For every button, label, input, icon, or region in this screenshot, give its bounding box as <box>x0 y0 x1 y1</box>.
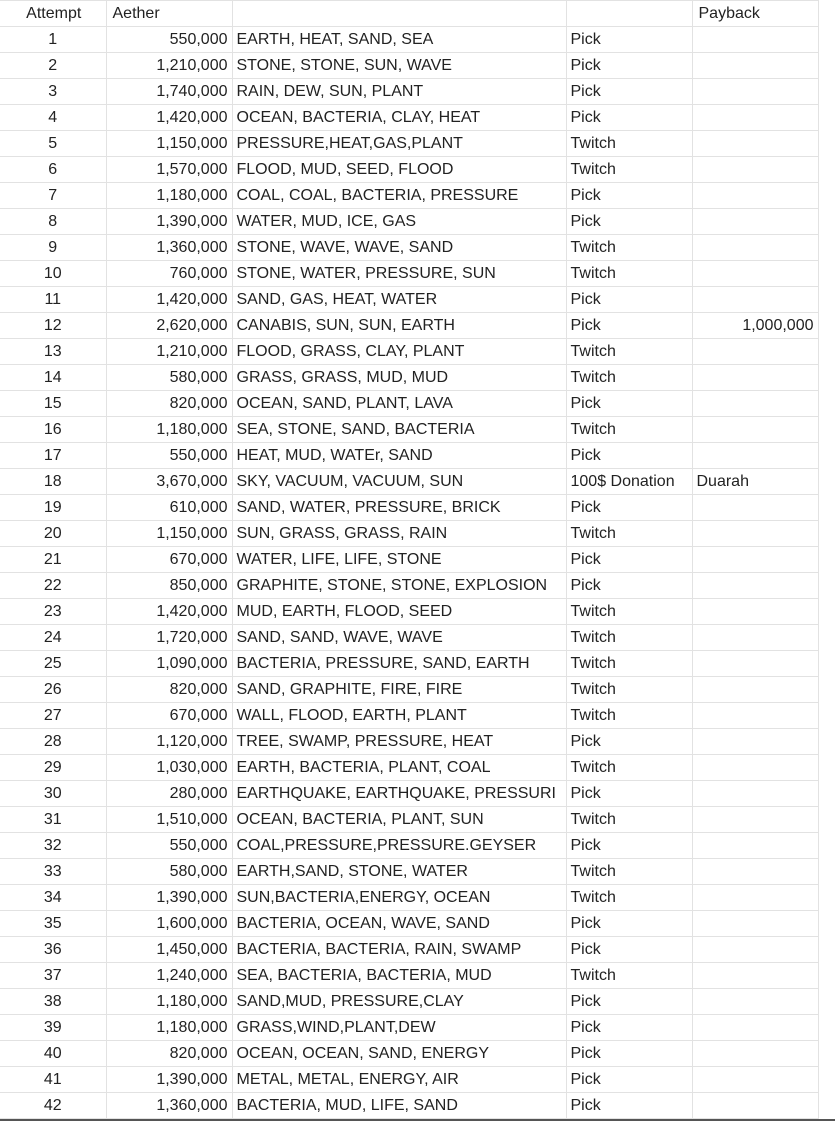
cell-aether[interactable]: 820,000 <box>106 391 232 417</box>
table-row <box>0 157 818 183</box>
cell-aether[interactable]: 1,030,000 <box>106 755 232 781</box>
cell-elements[interactable]: COAL,PRESSURE,PRESSURE.GEYSER <box>232 833 566 859</box>
cell-elements[interactable]: BACTERIA, BACTERIA, RAIN, SWAMP <box>232 937 566 963</box>
cell-payback[interactable]: Duarah <box>692 469 818 495</box>
cell-aether[interactable]: 820,000 <box>106 1041 232 1067</box>
cell-payback[interactable] <box>692 963 818 989</box>
cell-attempt[interactable]: 12 <box>0 313 106 339</box>
cell-source[interactable]: Twitch <box>566 339 692 365</box>
cell-aether[interactable]: 1,180,000 <box>106 1015 232 1041</box>
cell-attempt[interactable]: 31 <box>0 807 106 833</box>
cell-source[interactable]: Pick <box>566 27 692 53</box>
cell-aether[interactable]: 1,390,000 <box>106 885 232 911</box>
table-row <box>0 755 818 781</box>
cell-payback[interactable] <box>692 495 818 521</box>
cell-attempt[interactable]: 8 <box>0 209 106 235</box>
cell-elements[interactable]: STONE, WAVE, WAVE, SAND <box>232 235 566 261</box>
cell-source[interactable]: Twitch <box>566 261 692 287</box>
cell-elements[interactable]: OCEAN, BACTERIA, PLANT, SUN <box>232 807 566 833</box>
cell-payback[interactable] <box>692 391 818 417</box>
table-row <box>0 781 818 807</box>
cell-attempt[interactable]: 18 <box>0 469 106 495</box>
cell-aether[interactable]: 580,000 <box>106 859 232 885</box>
cell-source[interactable]: Twitch <box>566 521 692 547</box>
cell-payback[interactable] <box>692 443 818 469</box>
cell-payback[interactable] <box>692 261 818 287</box>
header-payback[interactable]: Payback <box>692 1 818 27</box>
cell-attempt[interactable]: 11 <box>0 287 106 313</box>
cell-aether[interactable]: 550,000 <box>106 443 232 469</box>
cell-elements[interactable]: MUD, EARTH, FLOOD, SEED <box>232 599 566 625</box>
cell-elements[interactable]: SEA, STONE, SAND, BACTERIA <box>232 417 566 443</box>
cell-elements[interactable]: SUN,BACTERIA,ENERGY, OCEAN <box>232 885 566 911</box>
cell-payback[interactable]: 1,000,000 <box>692 313 818 339</box>
cell-elements[interactable]: SAND, GAS, HEAT, WATER <box>232 287 566 313</box>
cell-source[interactable]: Twitch <box>566 963 692 989</box>
cell-source[interactable]: Pick <box>566 833 692 859</box>
cell-source[interactable]: Twitch <box>566 677 692 703</box>
cell-elements[interactable]: EARTH, HEAT, SAND, SEA <box>232 27 566 53</box>
table-row <box>0 703 818 729</box>
cell-elements[interactable]: OCEAN, BACTERIA, CLAY, HEAT <box>232 105 566 131</box>
cell-payback[interactable] <box>692 833 818 859</box>
cell-aether[interactable]: 1,600,000 <box>106 911 232 937</box>
table-row <box>0 807 818 833</box>
cell-attempt[interactable]: 24 <box>0 625 106 651</box>
cell-attempt[interactable]: 2 <box>0 53 106 79</box>
table-row <box>0 885 818 911</box>
cell-payback[interactable] <box>692 79 818 105</box>
cell-aether[interactable]: 1,510,000 <box>106 807 232 833</box>
table-row <box>0 599 818 625</box>
table-row <box>0 1041 818 1067</box>
cell-aether[interactable]: 1,090,000 <box>106 651 232 677</box>
cell-payback[interactable] <box>692 287 818 313</box>
cell-payback[interactable] <box>692 105 818 131</box>
cell-source[interactable]: Pick <box>566 443 692 469</box>
cell-payback[interactable] <box>692 911 818 937</box>
table-row <box>0 547 818 573</box>
cell-aether[interactable]: 820,000 <box>106 677 232 703</box>
cell-payback[interactable] <box>692 1067 818 1093</box>
table-row <box>0 79 818 105</box>
cell-attempt[interactable]: 42 <box>0 1093 106 1119</box>
cell-attempt[interactable]: 36 <box>0 937 106 963</box>
cell-elements[interactable]: EARTHQUAKE, EARTHQUAKE, PRESSURI <box>232 781 566 807</box>
cell-aether[interactable]: 670,000 <box>106 547 232 573</box>
cell-elements[interactable]: BACTERIA, MUD, LIFE, SAND <box>232 1093 566 1119</box>
cell-attempt[interactable]: 29 <box>0 755 106 781</box>
cell-elements[interactable]: COAL, COAL, BACTERIA, PRESSURE <box>232 183 566 209</box>
cell-attempt[interactable]: 15 <box>0 391 106 417</box>
table-row <box>0 105 818 131</box>
cell-elements[interactable]: EARTH,SAND, STONE, WATER <box>232 859 566 885</box>
cell-payback[interactable] <box>692 209 818 235</box>
cell-aether[interactable]: 1,180,000 <box>106 183 232 209</box>
cell-payback[interactable] <box>692 235 818 261</box>
cell-source[interactable]: Twitch <box>566 755 692 781</box>
cell-source[interactable]: Pick <box>566 989 692 1015</box>
cell-aether[interactable]: 3,670,000 <box>106 469 232 495</box>
cell-source[interactable]: Pick <box>566 937 692 963</box>
cell-elements[interactable]: GRASS,WIND,PLANT,DEW <box>232 1015 566 1041</box>
cell-source[interactable]: Pick <box>566 729 692 755</box>
cell-elements[interactable]: BACTERIA, OCEAN, WAVE, SAND <box>232 911 566 937</box>
cell-attempt[interactable]: 7 <box>0 183 106 209</box>
table-row <box>0 573 818 599</box>
table-row <box>0 235 818 261</box>
cell-elements[interactable]: PRESSURE,HEAT,GAS,PLANT <box>232 131 566 157</box>
cell-source[interactable]: Pick <box>566 1067 692 1093</box>
cell-aether[interactable]: 610,000 <box>106 495 232 521</box>
table-row <box>0 989 818 1015</box>
cell-attempt[interactable]: 4 <box>0 105 106 131</box>
bottom-border <box>0 1119 835 1121</box>
cell-payback[interactable] <box>692 885 818 911</box>
cell-attempt[interactable]: 19 <box>0 495 106 521</box>
cell-payback[interactable] <box>692 937 818 963</box>
header-attempt[interactable]: Attempt <box>0 1 106 27</box>
cell-attempt[interactable]: 38 <box>0 989 106 1015</box>
cell-payback[interactable] <box>692 625 818 651</box>
cell-elements[interactable]: STONE, STONE, SUN, WAVE <box>232 53 566 79</box>
cell-source[interactable]: Pick <box>566 79 692 105</box>
cell-source[interactable]: Pick <box>566 391 692 417</box>
cell-source[interactable]: Twitch <box>566 859 692 885</box>
cell-elements[interactable]: WALL, FLOOD, EARTH, PLANT <box>232 703 566 729</box>
cell-source[interactable]: Pick <box>566 1093 692 1119</box>
cell-elements[interactable]: OCEAN, SAND, PLANT, LAVA <box>232 391 566 417</box>
table-row <box>0 53 818 79</box>
cell-aether[interactable]: 850,000 <box>106 573 232 599</box>
cell-source[interactable]: Twitch <box>566 157 692 183</box>
table-row <box>0 183 818 209</box>
cell-source[interactable]: Twitch <box>566 417 692 443</box>
cell-attempt[interactable]: 26 <box>0 677 106 703</box>
table-row <box>0 391 818 417</box>
table-row <box>0 1067 818 1093</box>
cell-aether[interactable]: 1,420,000 <box>106 599 232 625</box>
table-row <box>0 859 818 885</box>
table-row <box>0 937 818 963</box>
cell-source[interactable]: Pick <box>566 287 692 313</box>
cell-source[interactable]: Pick <box>566 183 692 209</box>
cell-source[interactable]: Twitch <box>566 131 692 157</box>
table-row <box>0 833 818 859</box>
header-aether[interactable]: Aether <box>106 1 232 27</box>
cell-aether[interactable]: 580,000 <box>106 365 232 391</box>
cell-aether[interactable]: 1,210,000 <box>106 339 232 365</box>
cell-aether[interactable]: 1,240,000 <box>106 963 232 989</box>
cell-source[interactable]: Pick <box>566 1041 692 1067</box>
cell-aether[interactable]: 1,180,000 <box>106 417 232 443</box>
cell-source[interactable]: Pick <box>566 1015 692 1041</box>
cell-aether[interactable]: 1,720,000 <box>106 625 232 651</box>
cell-aether[interactable]: 1,150,000 <box>106 521 232 547</box>
table-row <box>0 365 818 391</box>
cell-aether[interactable]: 550,000 <box>106 27 232 53</box>
cell-payback[interactable] <box>692 339 818 365</box>
cell-source[interactable]: Twitch <box>566 365 692 391</box>
cell-payback[interactable] <box>692 781 818 807</box>
cell-elements[interactable]: WATER, MUD, ICE, GAS <box>232 209 566 235</box>
cell-aether[interactable]: 1,420,000 <box>106 287 232 313</box>
cell-elements[interactable]: RAIN, DEW, SUN, PLANT <box>232 79 566 105</box>
cell-attempt[interactable]: 13 <box>0 339 106 365</box>
table-body <box>0 27 818 1119</box>
cell-payback[interactable] <box>692 521 818 547</box>
table-row <box>0 131 818 157</box>
cell-payback[interactable] <box>692 989 818 1015</box>
table-row <box>0 287 818 313</box>
cell-payback[interactable] <box>692 755 818 781</box>
cell-payback[interactable] <box>692 703 818 729</box>
cell-attempt[interactable]: 21 <box>0 547 106 573</box>
table-row <box>0 1093 818 1119</box>
cell-elements[interactable]: SAND, WATER, PRESSURE, BRICK <box>232 495 566 521</box>
cell-attempt[interactable]: 14 <box>0 365 106 391</box>
header-source[interactable] <box>566 1 692 27</box>
cell-source[interactable]: Pick <box>566 313 692 339</box>
cell-attempt[interactable]: 32 <box>0 833 106 859</box>
cell-elements[interactable]: CANABIS, SUN, SUN, EARTH <box>232 313 566 339</box>
cell-payback[interactable] <box>692 1093 818 1119</box>
cell-source[interactable]: Pick <box>566 547 692 573</box>
table-row <box>0 521 818 547</box>
cell-aether[interactable]: 1,740,000 <box>106 79 232 105</box>
cell-aether[interactable]: 760,000 <box>106 261 232 287</box>
cell-elements[interactable]: FLOOD, GRASS, CLAY, PLANT <box>232 339 566 365</box>
cell-source[interactable]: Pick <box>566 911 692 937</box>
table-row <box>0 469 818 495</box>
cell-attempt[interactable]: 10 <box>0 261 106 287</box>
cell-elements[interactable]: SUN, GRASS, GRASS, RAIN <box>232 521 566 547</box>
cell-aether[interactable]: 670,000 <box>106 703 232 729</box>
cell-elements[interactable]: FLOOD, MUD, SEED, FLOOD <box>232 157 566 183</box>
table-row <box>0 261 818 287</box>
cell-elements[interactable]: OCEAN, OCEAN, SAND, ENERGY <box>232 1041 566 1067</box>
cell-aether[interactable]: 1,180,000 <box>106 989 232 1015</box>
cell-attempt[interactable]: 17 <box>0 443 106 469</box>
cell-attempt[interactable]: 28 <box>0 729 106 755</box>
cell-payback[interactable] <box>692 807 818 833</box>
cell-payback[interactable] <box>692 573 818 599</box>
cell-elements[interactable]: HEAT, MUD, WATEr, SAND <box>232 443 566 469</box>
cell-source[interactable]: Twitch <box>566 807 692 833</box>
cell-source[interactable]: Twitch <box>566 651 692 677</box>
header-elements[interactable] <box>232 1 566 27</box>
cell-source[interactable]: Pick <box>566 209 692 235</box>
cell-elements[interactable]: SAND,MUD, PRESSURE,CLAY <box>232 989 566 1015</box>
cell-attempt[interactable]: 35 <box>0 911 106 937</box>
header-row <box>0 1 818 27</box>
cell-payback[interactable] <box>692 859 818 885</box>
cell-source[interactable]: Pick <box>566 573 692 599</box>
cell-attempt[interactable]: 37 <box>0 963 106 989</box>
cell-elements[interactable]: METAL, METAL, ENERGY, AIR <box>232 1067 566 1093</box>
cell-elements[interactable]: SAND, SAND, WAVE, WAVE <box>232 625 566 651</box>
cell-elements[interactable]: GRASS, GRASS, MUD, MUD <box>232 365 566 391</box>
cell-attempt[interactable]: 5 <box>0 131 106 157</box>
cell-attempt[interactable]: 40 <box>0 1041 106 1067</box>
cell-attempt[interactable]: 16 <box>0 417 106 443</box>
cell-payback[interactable] <box>692 677 818 703</box>
table-row <box>0 339 818 365</box>
cell-payback[interactable] <box>692 157 818 183</box>
cell-aether[interactable]: 1,570,000 <box>106 157 232 183</box>
cell-aether[interactable]: 1,390,000 <box>106 1067 232 1093</box>
cell-source[interactable]: Pick <box>566 105 692 131</box>
cell-elements[interactable]: STONE, WATER, PRESSURE, SUN <box>232 261 566 287</box>
table-row <box>0 677 818 703</box>
cell-source[interactable]: Twitch <box>566 885 692 911</box>
table-row <box>0 417 818 443</box>
cell-attempt[interactable]: 9 <box>0 235 106 261</box>
cell-attempt[interactable]: 41 <box>0 1067 106 1093</box>
cell-source[interactable]: Twitch <box>566 599 692 625</box>
table-row <box>0 1015 818 1041</box>
cell-elements[interactable]: SEA, BACTERIA, BACTERIA, MUD <box>232 963 566 989</box>
cell-elements[interactable]: SAND, GRAPHITE, FIRE, FIRE <box>232 677 566 703</box>
table-row <box>0 625 818 651</box>
cell-source[interactable]: 100$ Donation <box>566 469 692 495</box>
cell-attempt[interactable]: 1 <box>0 27 106 53</box>
table-row <box>0 209 818 235</box>
cell-attempt[interactable]: 30 <box>0 781 106 807</box>
cell-elements[interactable]: GRAPHITE, STONE, STONE, EXPLOSION <box>232 573 566 599</box>
cell-payback[interactable] <box>692 183 818 209</box>
cell-elements[interactable]: BACTERIA, PRESSURE, SAND, EARTH <box>232 651 566 677</box>
table-row <box>0 495 818 521</box>
table-row <box>0 729 818 755</box>
table-row <box>0 443 818 469</box>
cell-attempt[interactable]: 6 <box>0 157 106 183</box>
cell-attempt[interactable]: 25 <box>0 651 106 677</box>
cell-aether[interactable]: 1,360,000 <box>106 1093 232 1119</box>
cell-payback[interactable] <box>692 1041 818 1067</box>
cell-aether[interactable]: 1,150,000 <box>106 131 232 157</box>
cell-aether[interactable]: 1,210,000 <box>106 53 232 79</box>
cell-aether[interactable]: 550,000 <box>106 833 232 859</box>
cell-source[interactable]: Pick <box>566 495 692 521</box>
cell-aether[interactable]: 280,000 <box>106 781 232 807</box>
cell-source[interactable]: Pick <box>566 781 692 807</box>
cell-payback[interactable] <box>692 53 818 79</box>
table-row <box>0 963 818 989</box>
cell-aether[interactable]: 1,390,000 <box>106 209 232 235</box>
cell-source[interactable]: Pick <box>566 53 692 79</box>
table-row <box>0 651 818 677</box>
cell-attempt[interactable]: 27 <box>0 703 106 729</box>
cell-attempt[interactable]: 39 <box>0 1015 106 1041</box>
cell-payback[interactable] <box>692 1015 818 1041</box>
cell-source[interactable]: Twitch <box>566 703 692 729</box>
cell-attempt[interactable]: 23 <box>0 599 106 625</box>
cell-source[interactable]: Twitch <box>566 625 692 651</box>
cell-source[interactable]: Twitch <box>566 235 692 261</box>
table-row <box>0 313 818 339</box>
cell-payback[interactable] <box>692 417 818 443</box>
cell-attempt[interactable]: 22 <box>0 573 106 599</box>
cell-payback[interactable] <box>692 27 818 53</box>
cell-elements[interactable]: TREE, SWAMP, PRESSURE, HEAT <box>232 729 566 755</box>
cell-payback[interactable] <box>692 365 818 391</box>
cell-elements[interactable]: EARTH, BACTERIA, PLANT, COAL <box>232 755 566 781</box>
cell-payback[interactable] <box>692 547 818 573</box>
cell-aether[interactable]: 1,450,000 <box>106 937 232 963</box>
cell-attempt[interactable]: 33 <box>0 859 106 885</box>
cell-payback[interactable] <box>692 651 818 677</box>
cell-elements[interactable]: SKY, VACUUM, VACUUM, SUN <box>232 469 566 495</box>
cell-payback[interactable] <box>692 131 818 157</box>
cell-aether[interactable]: 1,360,000 <box>106 235 232 261</box>
cell-attempt[interactable]: 34 <box>0 885 106 911</box>
cell-attempt[interactable]: 20 <box>0 521 106 547</box>
cell-aether[interactable]: 1,120,000 <box>106 729 232 755</box>
cell-aether[interactable]: 2,620,000 <box>106 313 232 339</box>
table-row <box>0 27 818 53</box>
cell-payback[interactable] <box>692 729 818 755</box>
cell-payback[interactable] <box>692 599 818 625</box>
table-row <box>0 911 818 937</box>
cell-elements[interactable]: WATER, LIFE, LIFE, STONE <box>232 547 566 573</box>
cell-aether[interactable]: 1,420,000 <box>106 105 232 131</box>
cell-attempt[interactable]: 3 <box>0 79 106 105</box>
